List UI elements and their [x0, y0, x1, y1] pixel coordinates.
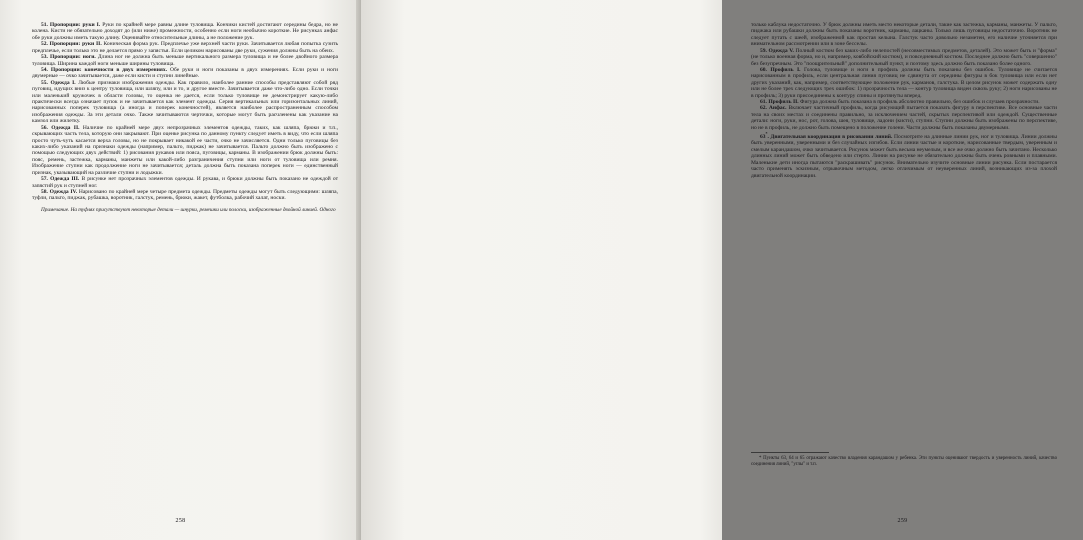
paragraph-body: Нарисовано по крайней мере четыре предмета одежды. Предметы одежды могут быть следующими: шляпа, туфли, пальто, пиджак, рубашка, воротник, галстук, ремень, брюки, жакет, футболка, рабочий халат, носки. — [32, 188, 338, 202]
paragraph-lead: 62. Анфас. — [760, 105, 787, 112]
paragraph — [32, 80, 338, 125]
page-right-text-column — [751, 22, 1057, 492]
page-left-text-column — [32, 22, 338, 492]
paragraph-lead: 52. Пропорции: руки II. — [41, 41, 102, 48]
paragraph-lead: 61. Профиль II. — [760, 99, 799, 106]
note-body: На туфлях присутствуют некоторые детали — шнурки, ремешки или полоски, изображенные двойной линией. Одного — [69, 206, 336, 213]
paragraph — [32, 189, 338, 202]
paragraph-body: Голова, туловище и ноги в профиль должны быть показаны без ошибок. Туловище не считается нарисованным в профиль, если центральная линия пуговиц не сдвинута от середины фигуры в бок туловища или если нет других указаний, как, например, соответствующее положение рук, карманов, галстука. В целом рисунок может содержать одну или не более трех следующих трех ошибок: 1) прозрачность тела — контур туловища виден сквозь руку; 2) ноги нарисованы не в профиль; 3) руки присоединены к контуру спины и протянуты вперед. — [751, 66, 1057, 99]
paragraph-lead: 53. Пропорции: ноги. — [41, 54, 96, 61]
paragraph — [32, 176, 338, 189]
paragraph-body: Коническая форма рук. Предплечье уже верхней части руки. Зачитывается любая попытка сузить предплечье, если только это не делается прямо у запястья. Если целиком нарисованы две руки, сужения должны быть на обеих. — [32, 41, 338, 54]
paragraph-lead: 55. Одежда I. — [41, 79, 76, 86]
paragraph — [751, 131, 1057, 179]
paragraph — [751, 67, 1057, 99]
footnote-block — [751, 452, 1057, 468]
paragraph-lead: 58. Одежда IV. — [41, 188, 78, 195]
paragraph — [751, 105, 1057, 131]
paragraph-body: Полный костюм без каких-либо нелепостей (несовместимых предметов, деталей). Это может быть и "форма" (не только военная форма, но и, например, ковбойский костюм), и повседневный костюм. Последнее должно быть "совершенно" без безупречным. Это "поощрительный" дополнительный пункт, и поэтому здесь должно быть показано более одного. — [751, 47, 1057, 67]
paragraph-body: Наличие по крайней мере двух непрозрачных элементов одежды, таких, как шляпа, брюки и т.п., скрывающих часть тела, которую они закрывают. При оценке рисунка по данному пункту следует иметь в виду, что если шляпа просто чуть-чуть касается верха головы, но не покрывает никакой ее части, очко не зачисляется. Одни только пуговицы без каких-либо указаний на признаки одежды (например, пальто, пиджак) не зачитывается. Пальто должно быть изображено с помощью следующих двух действий: 1) рисования рукавов или пояса, пуговицы, карманы. В изображении брюк должны быть: пояс, ремень, застежка, карманы, манжеты или какой-либо разграничения ступни или ноги от туловища или ремня. Изображение ступни как продолжение ноги не зачитывается; деталь должна быть показана поперек ноги — единственный признак, указывающий на различие ступни и лодыжки. — [32, 124, 338, 176]
paragraph-lead: 56. Одежда II. — [41, 124, 80, 131]
footnote-text-wrap — [751, 456, 1057, 468]
paragraph — [32, 125, 338, 176]
paragraph-lead-numbered: 63*. Двигательная координация в рисовании линий. — [760, 131, 893, 141]
paragraph — [32, 67, 338, 80]
paragraph — [751, 48, 1057, 67]
paragraph — [32, 22, 338, 41]
page-right — [361, 0, 1057, 540]
paragraph-lead: 54. Пропорции: конечности в двух измерениях. — [41, 66, 168, 73]
paragraph-body: только каблука недостаточно. У брюк должны иметь место некоторые детали, такие как застежка, карманы, манжеты. У пальто, пиджака или рубашки должны быть показаны воротник, карманы, лацканы. Только лишь пуговицы недостаточно. Воротник не следует путать с шеей, изображенной как простая келыиа. Галстук часто довольно незаметен, его наличие уточняется при внимательном рассмотрении или в зоне бесселы. — [751, 22, 1057, 48]
paragraph — [751, 22, 1057, 48]
note-paragraph — [32, 207, 338, 213]
paragraph — [32, 54, 338, 67]
paragraph — [32, 41, 338, 54]
paragraph-body: Руки по крайней мере равны длине туловища. Кончики кистей достигают середины бедра, но не колена. Кисти не обязательно доходят до (или ниже) промежности, особенно если ноги необычно короткие. Не рисунках анфас обе руки должны иметь такую длину. Оценивайте относительные длины, а не положение рук. — [32, 22, 338, 41]
paragraph-body: Фигура должна быть показана в профиль абсолютно правильно, без ошибок и случаев прозрачности. — [798, 99, 1040, 106]
paragraph-body: Обе руки и ноги показаны в двух измерениях. Если руки и ноги двумерные — очко зачитывается, даже если кисти и ступни линейные. — [32, 66, 338, 80]
folio-left: 258 — [175, 518, 186, 524]
paragraph-body: В рисунке нет прозрачных элементов одежды. И рукава, и брюки должны быть показано не одеждой от запястий рук и ступней ног. — [32, 176, 339, 189]
paragraph-body: Любые признаки изображения одежды. Как правило, наиболее ранние способы представляют собой ряд пуговиц, идущих вниз к центру туловища, или шляпу, или и то, и другое вместе. Зачитывается даже что-либо одно. Если точки или маленький кружочек в области головы, то оценка не дается, если только туловище не демонстрирует какую-либо практически всегда означает пупок и не зачитывается как элемент одежды. Серия вертикальных или горизонтальных линий, нарисованных поперек туловища (а иногда и поперек конечностей), является наиболее распространенным способом изображения одежды. За эти детали очко. Также зачитываются черточки, которые могут быть расчленены как указание на камзол или жилетку. — [32, 79, 338, 125]
footnote-divider — [751, 452, 829, 453]
note-lead: Примечание. — [41, 206, 70, 213]
folio-right: 259 — [897, 518, 908, 524]
paragraph-lead: 57. Одежда III. — [41, 176, 80, 183]
paragraph-lead: 51. Пропорции: руки I. — [41, 22, 101, 28]
paragraph-body: Включает частичный профиль, когда рисующий пытается показать фигуру в перспективе. Все основные части тела на своих местах и соединены правильно, за исключением частей, скрытых перспективой или одеждой. Существенные детали: ноги, руки, нос, рот, голова, шея, туловище, ладони (кисти), ступни. Ступни должны быть изображены по перспективе, но не в профиль, не должно быть помещено в положение голени. Части должны быть показаны двумерными. — [751, 105, 1057, 131]
page-left — [0, 0, 361, 540]
paragraph-body: Длина ног не должна быть меньше вертикального размера туловища и не более двойного размера туловища. Ширина каждой ноги меньше ширины туловища. — [32, 54, 338, 67]
paragraph-body: Посмотрите на длинные линии рук, ног и туловища. Линии должны быть уверенными, уверенными и без случайных изгибов. Если линии частые и короткие, нарисованные твердым, уверенным и смелым карандашом, очко зачитывается. Рисунок может быть весьма неумелым, и все же очко должно быть зачитано. Несколько длинных линий может быть обведено или стерто. Линии на рисунке не обязательно должны быть очень ровными и плавными. Маленькие дети иногда пытаются "раскрашивать" рисунок. Внимательно изучите основные линии рисунка. Если постарается часто применять эскизным, отрывочным методом, легко отличимым от неуверенных линий, возникающих из-за плохой двигательной координации. — [751, 134, 1057, 179]
paragraph-lead: 59. Одежда V. — [760, 47, 794, 54]
paragraph-lead: 60. Профиль I. — [760, 66, 801, 73]
footnote-text: * Пункты 63, 64 и 65 отражают качество владения карандашом у ребенка. Эти пункты оценивают твердость и уверенность линий, качество соединения линий, "углы" и т.п. — [751, 456, 1057, 467]
